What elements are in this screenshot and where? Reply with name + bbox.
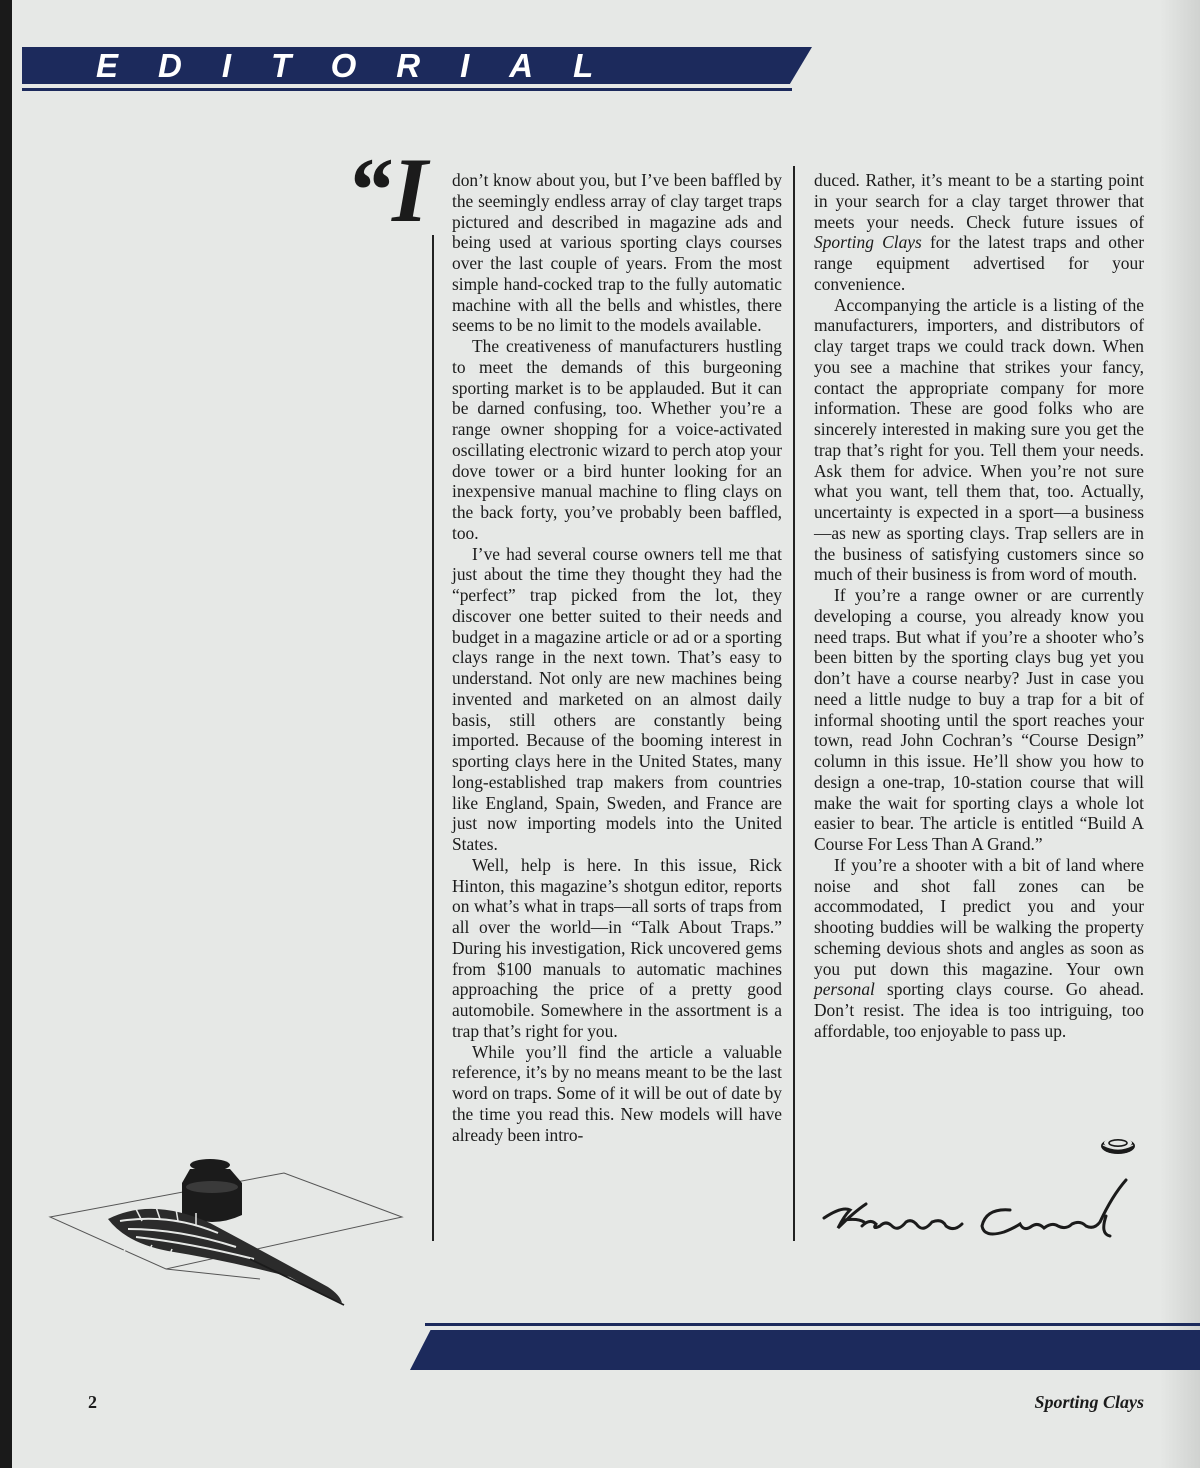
text-run: for the latest traps and other range equipment advertised for your convenience. — [814, 232, 1144, 294]
page-fold-shadow — [1160, 0, 1200, 1468]
column-rule-left — [432, 235, 434, 1241]
paragraph: don’t know about you, but I’ve been baffled by the seemingly endless array of clay target traps pictured and described in magazine ads and being used at various sporting clays courses over the last couple of years. From the most simple hand-cocked trap to the fully automatic machine with all the bells and whistles, there seems to be no limit to the models available. — [452, 170, 782, 336]
paragraph: Well, help is here. In this issue, Rick Hinton, this magazine’s shotgun editor, reports on what’s what in traps—all sorts of traps from all over the world—in “Talk About Traps.” During his investigation, Rick uncovered gems from $100 manuals to automatic machines approaching the price of a pretty good automobile. Somewhere in the assortment is a trap that’s right for you. — [452, 854, 782, 1041]
editor-signature — [814, 1176, 1144, 1256]
footer-rule — [425, 1323, 1200, 1326]
paragraph: The creativeness of manufacturers hustling to meet the demands of this burgeoning sporting market is to be applauded. But it can be darned confusing, too. Whether you’re a range owner shopping for a voice-activated oscillating electronic wizard to perch atop your dove tower or a bird hunter looking for an inexpensive manual machine to fling clays on the back forty, you’ve probably been baffled, too. — [452, 336, 782, 543]
binding-edge — [0, 0, 12, 1468]
magazine-title: Sporting Clays — [814, 232, 922, 253]
clay-target-icon — [1098, 1132, 1138, 1158]
text-run: sporting clays course. Go ahead. Don’t resist. The idea is too intriguing, too affordable, too enjoyable to pass up. — [814, 979, 1144, 1041]
opening-quote-mark: “ — [346, 139, 392, 241]
publication-name: Sporting Clays — [1034, 1392, 1144, 1412]
paragraph: While you’ll find the article a valuable reference, it’s by no means meant to be the last word on traps. Some of it will be out of date by the time you read this. New models will have already been intro- — [452, 1041, 782, 1145]
header-rule — [22, 88, 792, 91]
quill-and-inkwell-icon — [40, 1155, 410, 1315]
text-run: duced. Rather, it’s meant to be a starting point in your search for a clay target thrower that meets your needs. Check future issues of — [814, 170, 1144, 232]
column-rule-middle — [793, 166, 795, 1241]
drop-cap-letter: I — [392, 139, 428, 241]
paragraph — [814, 855, 1144, 1042]
text-run: If you’re a shooter with a bit of land where noise and shot fall zones can be accommodated, I predict you and your shooting buddies will be walking the property scheming devious shots and angles as soon as you put down this magazine. Your own — [814, 854, 1144, 979]
article-column-2 — [814, 170, 1144, 1042]
paragraph — [814, 170, 1144, 295]
footer-banner — [410, 1330, 1200, 1370]
paragraph: If you’re a range owner or are currently developing a course, you already know you need traps. But what if you’re a shooter who’s been bitten by the sporting clays bug yet you don’t have a course nearby? Just in case you need a little nudge to buy a trap for a bit of informal shooting until the sport reaches your town, read John Cochran’s “Course Design” column in this issue. He’ll show you how to design a one-trap, 10-station course that will make the wait for sporting clays a whole lot easier to bear. The article is entitled “Build A Course For Less Than A Grand.” — [814, 585, 1144, 854]
paragraph: I’ve had several course owners tell me that just about the time they thought they had the “perfect” trap picked from the lot, they discover one better suited to their needs and budget in a magazine article or ad or a sporting clays range in the next town. That’s easy to understand. Not only are new machines being invented and marketed on an almost daily basis, still others are constantly being imported. Because of the booming interest in sporting clays here in the United States, many long-established trap makers from countries like England, Spain, Sweden, and France are just now importing models into the United States. — [452, 543, 782, 854]
drop-cap — [346, 139, 428, 241]
emphasis: personal — [814, 979, 875, 1000]
section-title: EDITORIAL — [96, 47, 634, 84]
paragraph: Accompanying the article is a listing of the manufacturers, importers, and distributors of clay target traps we could track down. When you see a machine that strikes your fancy, contact the appropriate company for more information. These are good folks who are sincerely interested in making sure you get the trap that’s right for you. Tell them your needs. Ask them for advice. When you’re not sure what you want, tell them that, too. Actually, uncertainty is expected in a sport—a business—as new as sporting clays. Trap sellers are in the business of satisfying customers since so much of their business is from word of mouth. — [814, 294, 1144, 585]
page-number: 2 — [88, 1392, 97, 1412]
article-column-1 — [452, 170, 782, 1145]
